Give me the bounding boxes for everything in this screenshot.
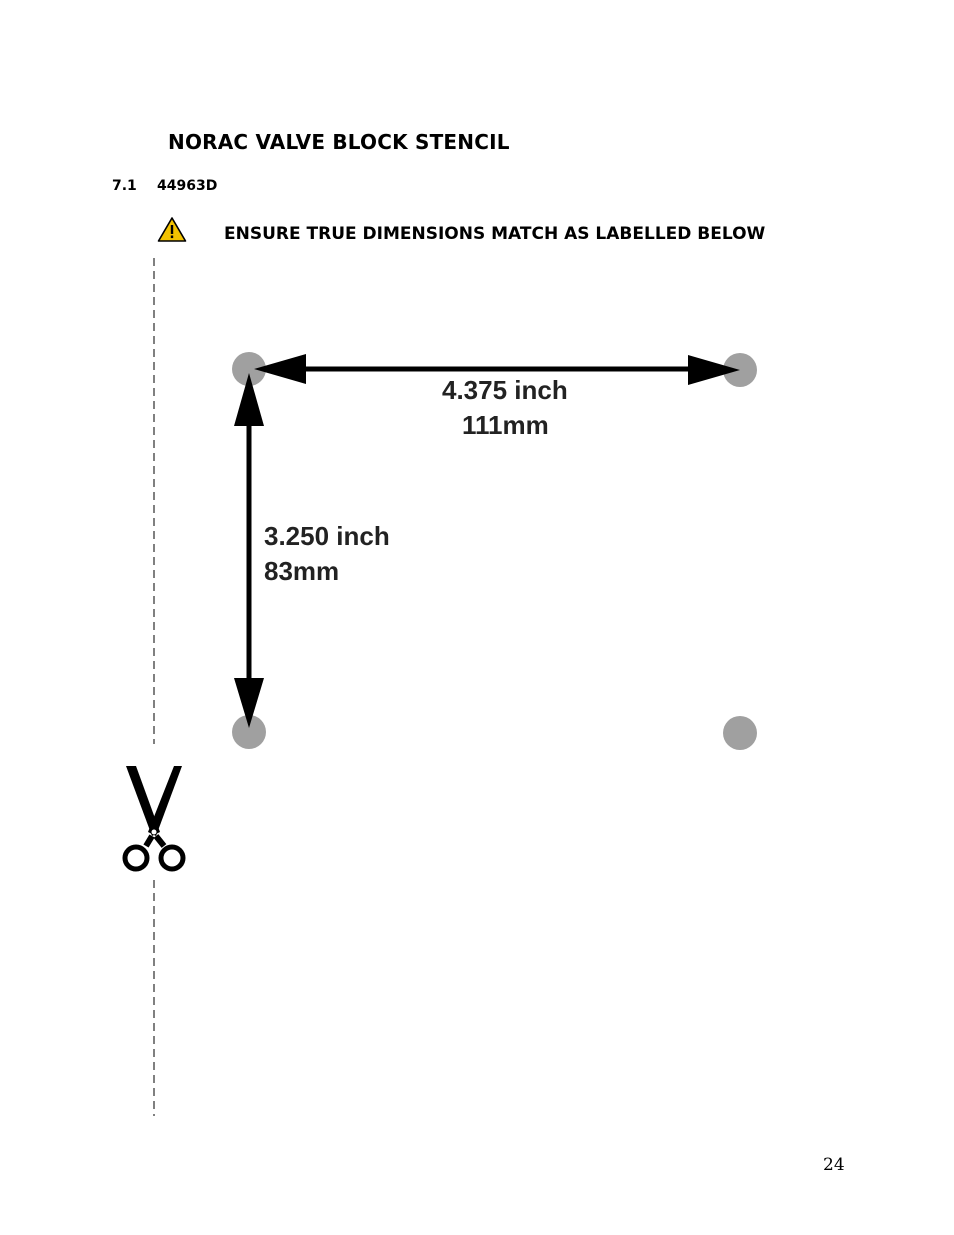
section-number: 7.1 — [112, 178, 137, 194]
hole-bottom-right — [723, 716, 757, 750]
horizontal-dimension-mm: 111mm — [462, 410, 549, 440]
page-number: 24 — [823, 1155, 845, 1175]
vertical-dimension-inch: 3.250 inch — [264, 521, 390, 551]
vertical-dimension-mm: 83mm — [264, 556, 340, 586]
warning-text: ENSURE TRUE DIMENSIONS MATCH AS LABELLED BELOW — [224, 224, 766, 244]
section-id: 44963D — [157, 178, 218, 194]
page-heading: NORAC VALVE BLOCK STENCIL — [168, 130, 510, 154]
horizontal-dimension-inch: 4.375 inch — [442, 375, 568, 405]
vertical-dimension-arrow — [234, 373, 264, 728]
